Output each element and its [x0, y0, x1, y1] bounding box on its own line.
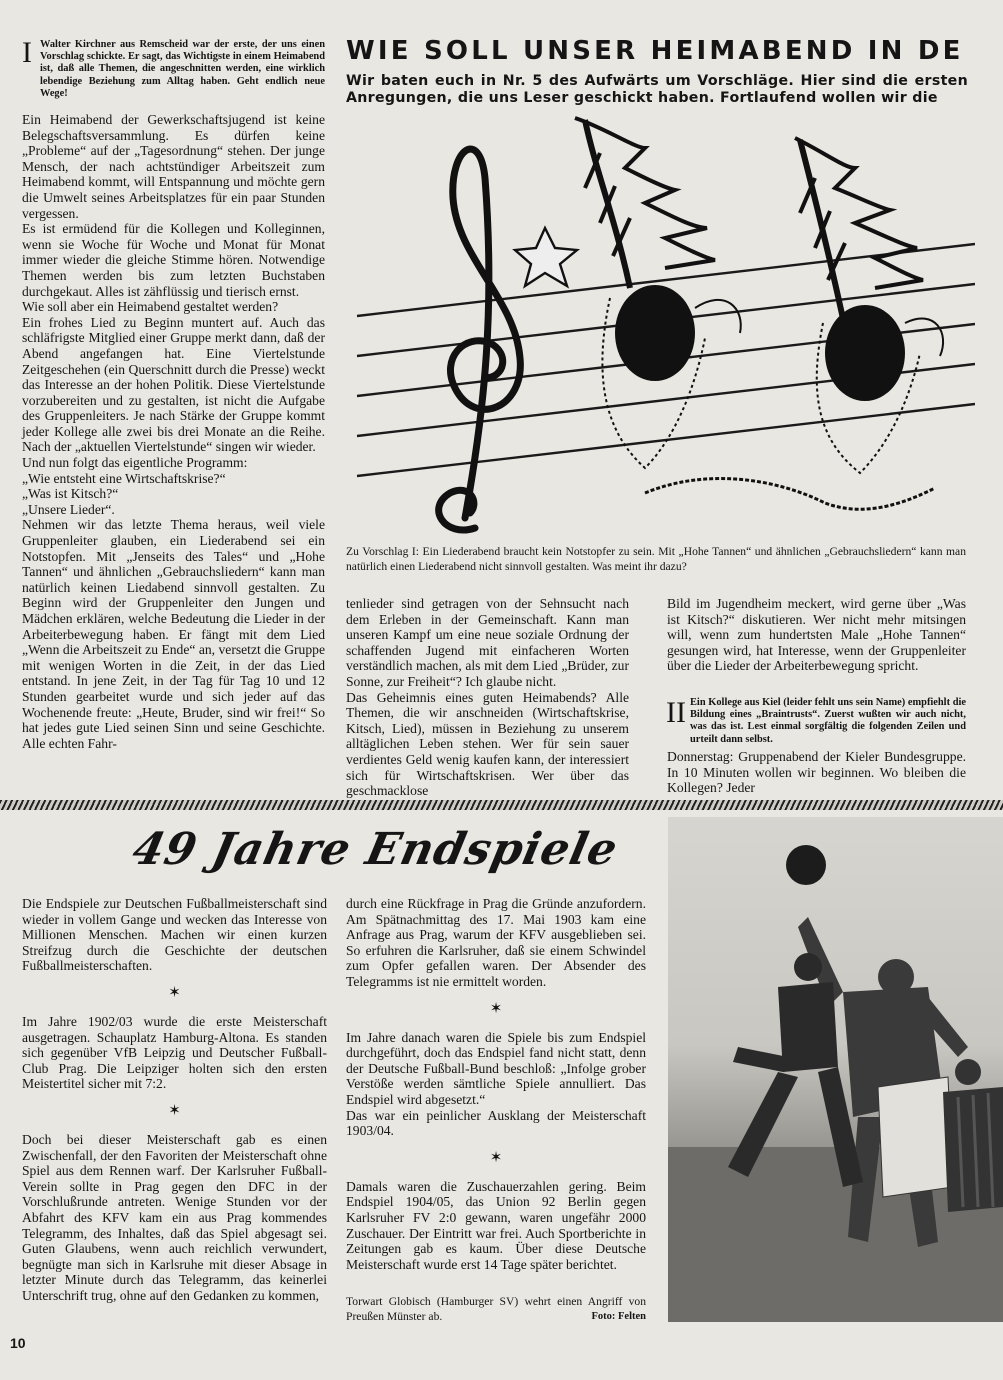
- paragraph: Es ist ermüdend für die Kollegen und Kolleginnen, wenn sie Woche für Woche und Monat für Monat immer wieder die gleiche Stimme hören. Notwendige Themen werden bis zum letzten Buchstaben durchgekaut. Alles ist zähflüssig und tierisch ernst.: [22, 221, 325, 299]
- paragraph: Wie soll aber ein Heimabend gestaltet werden?: [22, 299, 279, 315]
- separator-star-icon: ✶: [168, 984, 181, 1001]
- music-illustration: [345, 108, 975, 540]
- right-column-paragraph: Bild im Jugendheim meckert, wird gerne über „Was ist Kitsch?“ diskutieren. Wer nicht mehr mitsingen will, wenn zum hundertsten Male „Hohe Tannen“ gesungen wird, hat Interesse, wenn der Gruppenleiter über die Lieder der Arbeiterbewegung spricht.: [667, 596, 966, 674]
- proposal-2-intro: Ein Kollege aus Kiel (leider fehlt uns sein Name) empfiehlt die Bildung eines „Braintrusts“. Zuerst wußten wir auch nicht, was das ist. Lest einmal sorgfältig die folgenden Zeilen und urteilt dann selbst.: [690, 697, 966, 745]
- proposal-1-intro: Walter Kirchner aus Remscheid war der erste, der uns einen Vorschlag schickte. Er sagt, das Wichtigste in einem Heimabend ist, daß alle Themen, die angeschnitten werden, eine wirklich lebendige Beziehung zum Alltag haben. Geht endlich neue Wege!: [40, 39, 325, 99]
- player-white-figure: [878, 1077, 953, 1197]
- paragraph: „Was ist Kitsch?“: [22, 486, 119, 502]
- article-headline: WIE SOLL UNSER HEIMABEND IN DE: [346, 36, 964, 66]
- photo-credit: Foto: Felten: [591, 1310, 646, 1322]
- paragraph: tenlieder sind getragen von der Sehnsucht nach dem Erleben in der Gemeinschaft. Kann man unseren Kampf um eine neue soziale Ordnung der schaffenden Jugend mit einfacheren Worten verständlich machen, als mit dem Lied „Brüder, zur Sonne, zur Freiheit“? Ich glaube nicht.: [346, 596, 629, 689]
- proposal-2-numeral: II: [666, 696, 686, 729]
- paragraph: Im Jahre 1902/03 wurde die erste Meisterschaft ausgetragen. Schauplatz Hamburg-Altona. Es standen sich gegenüber VfB Leipzig und Deutscher Fußball-Club Prag. Die Leipziger holten sich den ersten Meistertitel sicher mit 7:2.: [22, 1013, 327, 1092]
- sport-left-column: [22, 896, 327, 1303]
- photo-caption-text: Torwart Globisch (Hamburger SV) wehrt einen Angriff von Preußen Münster ab.: [346, 1295, 646, 1323]
- paragraph: Das Geheimnis eines guten Heimabends? Alle Themen, die wir anschneiden (Wirtschaftskrise, Kitsch, Lied), müssen in Beziehung zu unserem alltäglichen Leben stehen. Wer für sein sauer verdientes Geld wenig kaufen kann, der interessiert sich für Wirtschaftskrisen. Wer über das geschmacklose: [346, 689, 629, 799]
- sport-article-title: 49 Jahre Endspiele: [128, 824, 623, 875]
- star-icon: [515, 228, 577, 286]
- page-number: 10: [10, 1335, 26, 1351]
- illustration-caption: Zu Vorschlag I: Ein Liederabend braucht kein Notstopfer zu sein. Mit „Hohe Tannen“ und ähnlichen „Gebrauchsliedern“ kann man natürlich einen Liederabend nicht sinnvoll gestalten. Was meint ihr dazu?: [346, 545, 966, 573]
- separator-star-icon: ✶: [489, 1149, 503, 1166]
- sport-middle-column: [346, 896, 646, 1272]
- proposal-1-body: [22, 112, 325, 751]
- section-divider: [0, 800, 1003, 810]
- football-photo-figures: [668, 817, 1003, 1322]
- headline-clip: [346, 36, 1003, 66]
- separator-star-icon: ✶: [168, 1102, 181, 1119]
- paragraph: Im Jahre danach waren die Spiele bis zum Endspiel durchgeführt, doch das Endspiel fand nicht statt, denn der Deutsche Fußball-Bund beschloß: „Infolge grober Verstöße werden sämtliche Spiele annulliert. Das Endspiel wird abgesetzt.“: [346, 1029, 646, 1107]
- paragraph: Nehmen wir das letzte Thema heraus, weil viele Gruppenleiter glauben, ein Liederabend sei ein Notstopfen. Mit „Jenseits des Tales“ und „Hohe Tannen“ und ähnlichen „Gebrauchsliedern“ kann man natürlich keinen Liedabend sinnvoll gestalten. Zu Beginn wird der Gruppenleiter den Jungen und Mädchen erklären, welche Bedeutung die Lieder in der Arbeiterbewegung haben. Er fängt mit dem Lied „Wenn die Arbeitszeit zu Ende“ an, versetzt die Gruppe mit wenigen Worten in die Zeit, in der das Lied entstand. In jene Zeit, in der Tag für Tag 10 und 12 Stunden gearbeitet wurde und sich jeder auf das Wochenende freute: „Heute, Bruder, sind wir frei!“ So hat jedes gute Lied seinen Sinn und seine Geschichte. Alle echten Fahr-: [22, 517, 325, 751]
- paragraph: Das war ein peinlicher Ausklang der Meisterschaft 1903/04.: [346, 1107, 646, 1139]
- paragraph: „Unsere Lieder“.: [22, 501, 115, 517]
- separator-star-icon: ✶: [489, 1000, 503, 1017]
- paragraph: Damals waren die Zuschauerzahlen gering. Beim Endspiel 1904/05, das Union 92 Berlin gegen Karlsruher FV 2:0 gewann, waren ungefähr 2000 Zuschauer. Der Eintritt war frei. Auch Sportberichte in Zeitungen gab es kaum. Über diese Deutsche Meisterschaft wurde erst 14 Tage später berichtet.: [346, 1178, 646, 1272]
- paragraph: Und nun folgt das eigentliche Programm:: [22, 455, 248, 471]
- proposal-2-text: Donnerstag: Gruppenabend der Kieler Bundesgruppe. In 10 Minuten wollen wir beginnen. Wo bleiben die Kollegen? Jeder: [667, 749, 966, 796]
- paragraph: durch eine Rückfrage in Prag die Gründe anzufordern. Am Spätnachmittag des 17. Mai 1903 kam eine Anfrage aus Prag, warum der KFV ausgeblieben sei. So erfuhren die Karlsruher, daß sie einem Schwindel zum Opfer gefallen waren. Der Absender des Telegramms ist nie ermittelt worden.: [346, 896, 646, 989]
- middle-column: [346, 596, 629, 799]
- football-icon: [786, 845, 826, 885]
- paragraph: Ein frohes Lied zu Beginn muntert auf. Auch das schläfrigste Mitglied einer Gruppe merkt dann, daß der Abend angefangen hat. Eine Viertelstunde Zeitgeschehen (ein Querschnitt durch die Presse) weckt das Interesse an der hohen Politik. Diese Viertelstunde vorzubereiten und zu gestalten, ist nicht die Aufgabe des Gruppenleiters. Je nach Stärke der Gruppe kommt jeder Kollege alle zwei bis drei Monate an die Reihe. Nach der „aktuellen Viertelstunde“ singen wir wieder.: [22, 314, 325, 455]
- paragraph: Doch bei dieser Meisterschaft gab es einen Zwischenfall, der den Favoriten der Meisterschaft ohne Spiel aus dem Rennen warf. Der Karlsruher Fußball-Verein sollte in Prag gegen den DFC in der Vorschlußrunde antreten. Wenige Stunden vor der Abfahrt des KFV kam ein aus Prag kommendes Telegramm, des Inhaltes, daß das Spiel abgesagt sei. Guten Glaubens, wenn auch reichlich verwundert, begnügte man sich in Karlsruhe mit dieser Absage in letzter Minute durch das Telegramm, das keinerlei Unterschrift trug, ohne auf den Gedanken zu kommen,: [22, 1131, 327, 1303]
- photo-caption: [346, 1295, 646, 1325]
- proposal-1-numeral: I: [22, 36, 32, 69]
- paragraph: Die Endspiele zur Deutschen Fußballmeisterschaft sind wieder in vollem Gange und wecken das Interesse von Millionen Menschen. Machen wir einen kurzen Streifzug durch die Geschichte der deutschen Fußballmeisterschaften.: [22, 896, 327, 974]
- player-striped-figure: [943, 1059, 1003, 1212]
- ground-swirl-icon: [645, 479, 935, 510]
- tree-note-left-icon: [575, 118, 741, 468]
- paragraph: Ein Heimabend der Gewerkschaftsjugend ist keine Belegschaftsversammlung. Es dürfen keine „Probleme“ auf der „Tagesordnung“ stehen. Der junge Mensch, der nach achtstündiger Arbeitszeit zum Heimabend kommt, will Entspannung und möchte gern die Umwelt seines Arbeitsplatzes für ein paar Stunden vergessen.: [22, 112, 325, 221]
- paragraph: „Wie entsteht eine Wirtschaftskrise?“: [22, 470, 226, 486]
- article-subheading: Wir baten euch in Nr. 5 des Aufwärts um Vorschläge. Hier sind die ersten Anregungen, die uns Leser geschickt haben. Fortlaufend wollen wir die: [346, 73, 968, 106]
- football-photo: [668, 817, 1003, 1322]
